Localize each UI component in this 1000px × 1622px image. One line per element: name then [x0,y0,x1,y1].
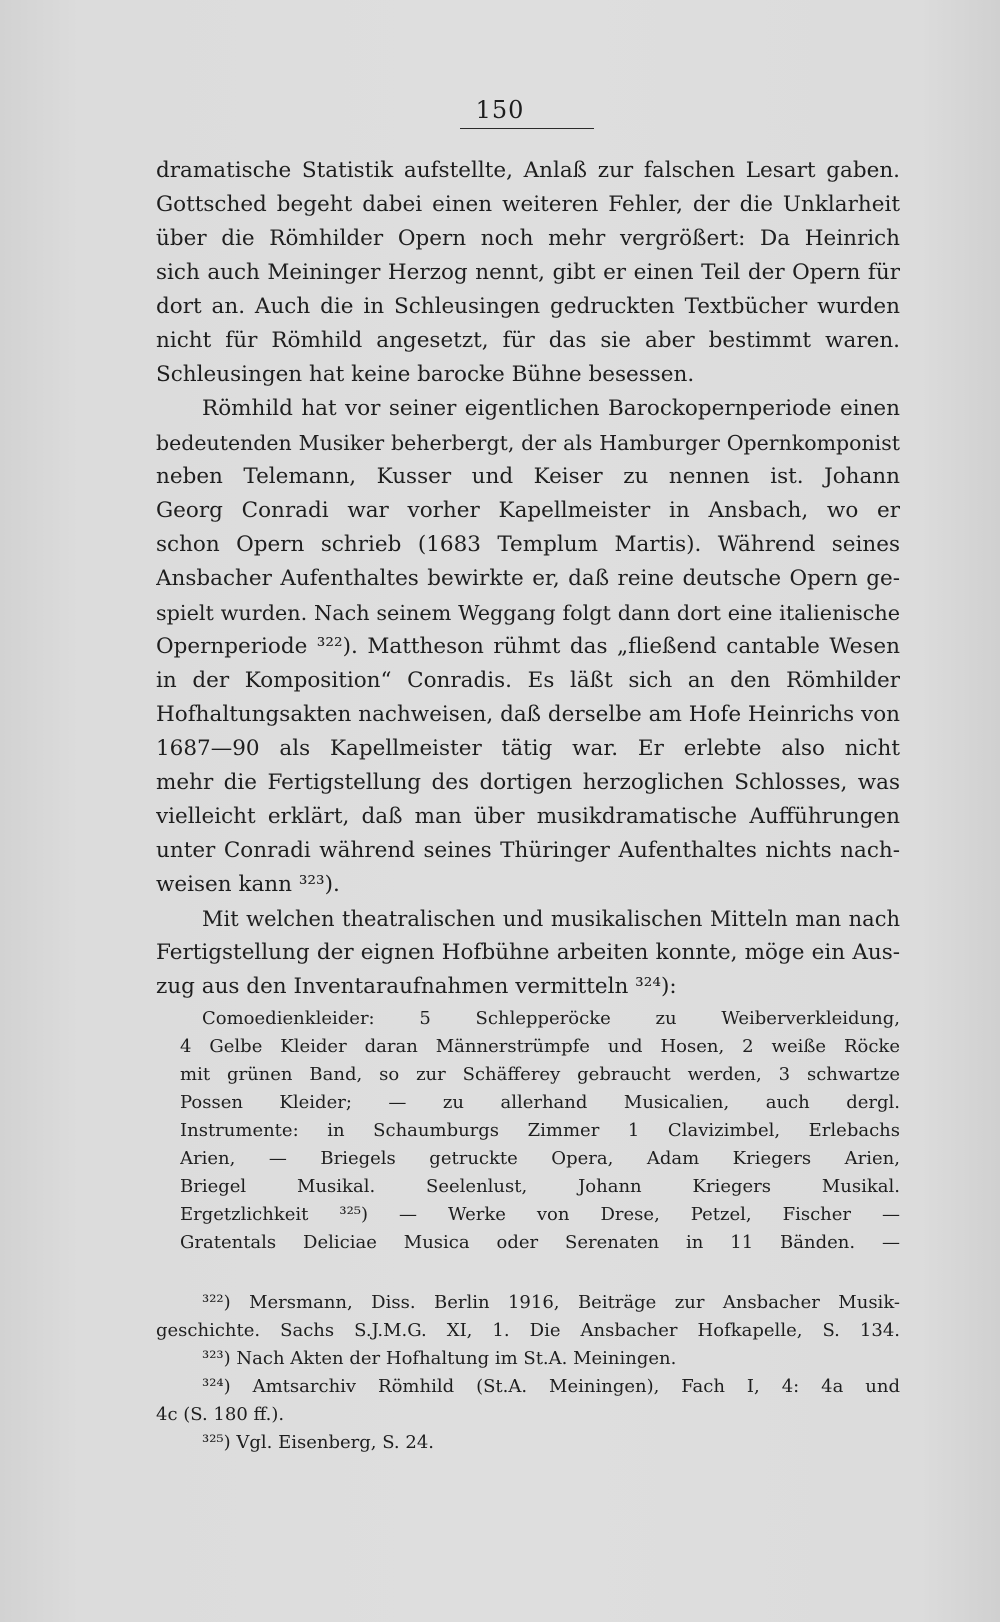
inventory-line: Ergetzlichkeit ³²⁵) — Werke von Drese, Petzel, Fischer — [180,1204,900,1225]
body-line: Fertigstellung der eignen Hofbühne arbeiten konnte, möge ein Aus- [156,940,900,965]
body-line: nicht für Römhild angesetzt, für das sie aber bestimmt waren. [156,328,900,353]
body-line: zug aus den Inventaraufnahmen vermitteln ³²⁴): [156,974,677,999]
footnote-line: ³²³) Nach Akten der Hofhaltung im St.A. Meiningen. [202,1348,677,1369]
body-line: neben Telemann, Kusser und Keiser zu nennen ist. Johann [156,464,900,489]
body-line: schon Opern schrieb (1683 Templum Martis). Während seines [156,532,900,557]
inventory-line: mit grünen Band, so zur Schäfferey gebraucht werden, 3 schwartze [180,1064,900,1085]
body-line: sich auch Meininger Herzog nennt, gibt er einen Teil der Opern für [156,260,900,285]
body-line: Georg Conradi war vorher Kapellmeister in Ansbach, wo er [156,498,900,523]
body-line: Opernperiode ³²²). Mattheson rühmt das „fließend cantable Wesen [156,634,900,659]
body-line: spielt wurden. Nach seinem Weggang folgt dann dort eine italienische [156,601,900,625]
inventory-line: Comoedienkleider: 5 Schlepperöcke zu Weiberverkleidung, [202,1008,900,1029]
inventory-line: Instrumente: in Schaumburgs Zimmer 1 Clavizimbel, Erlebachs [180,1120,900,1141]
body-line: bedeutenden Musiker beherbergt, der als Hamburger Opernkomponist [156,431,900,455]
footnote-line: ³²²) Mersmann, Diss. Berlin 1916, Beiträge zur Ansbacher Musik- [202,1292,900,1313]
body-line: vielleicht erklärt, daß man über musikdramatische Aufführungen [156,804,900,829]
inventory-line: Briegel Musikal. Seelenlust, Johann Kriegers Musikal. [180,1176,900,1197]
body-line: in der Komposition“ Conradis. Es läßt sich an den Römhilder [156,668,900,693]
footnote-line: 4c (S. 180 ff.). [156,1404,285,1425]
body-line: unter Conradi während seines Thüringer Aufenthaltes nichts nach- [156,838,900,863]
footnote-line: geschichte. Sachs S.J.M.G. XI, 1. Die Ansbacher Hofkapelle, S. 134. [156,1320,900,1341]
body-line: Gottsched begeht dabei einen weiteren Fehler, der die Unklarheit [156,192,900,217]
paragraph-first-line: Römhild hat vor seiner eigentlichen Barockopernperiode einen [202,396,900,421]
body-line: weisen kann ³²³). [156,872,340,897]
footnote-line: ³²⁴) Amtsarchiv Römhild (St.A. Meiningen), Fach I, 4: 4a und [202,1376,900,1397]
body-line: dramatische Statistik aufstellte, Anlaß zur falschen Lesart gaben. [156,158,900,183]
body-line: Schleusingen hat keine barocke Bühne besessen. [156,362,695,387]
footnote-line: ³²⁵) Vgl. Eisenberg, S. 24. [202,1432,434,1453]
paragraph-first-line: Mit welchen theatralischen und musikalischen Mitteln man nach [202,907,900,931]
page-number-rule [460,128,594,129]
body-line: über die Römhilder Opern noch mehr vergrößert: Da Heinrich [156,226,900,251]
body-line: Ansbacher Aufenthaltes bewirkte er, daß reine deutsche Opern ge- [156,566,900,591]
body-line: mehr die Fertigstellung des dortigen herzoglichen Schlosses, was [156,770,900,795]
page-number: 150 [475,96,525,124]
inventory-line: Arien, — Briegels getruckte Opera, Adam Kriegers Arien, [180,1148,900,1169]
body-line: 1687—90 als Kapellmeister tätig war. Er erlebte also nicht [156,736,900,761]
body-line: Hofhaltungsakten nachweisen, daß derselbe am Hofe Heinrichs von [156,702,900,727]
inventory-line: Possen Kleider; — zu allerhand Musicalien, auch dergl. [180,1092,900,1113]
inventory-line: Gratentals Deliciae Musica oder Serenaten in 11 Bänden. — [180,1232,900,1253]
body-line: dort an. Auch die in Schleusingen gedruckten Textbücher wurden [156,294,900,319]
inventory-line: 4 Gelbe Kleider daran Männerstrümpfe und Hosen, 2 weiße Röcke [180,1036,900,1057]
